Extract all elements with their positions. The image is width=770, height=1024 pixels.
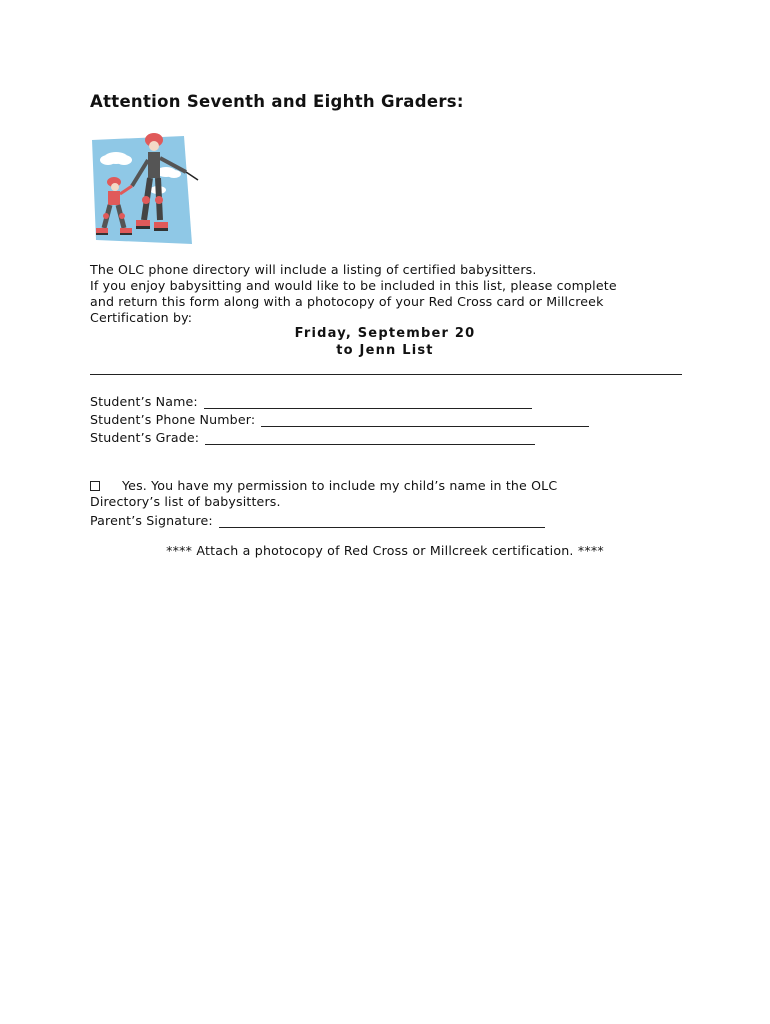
intro-paragraph [90,262,690,326]
permission-block [90,478,650,510]
student-phone-field[interactable] [261,412,589,427]
parent-signature-field[interactable] [219,513,545,528]
intro-line: Certification by: [90,310,193,325]
permission-text-continued: Directory’s list of babysitters. [90,494,281,509]
parent-signature-row [90,513,545,528]
roller-skating-illustration [88,128,204,248]
intro-line: and return this form along with a photocopy of your Red Cross card or Millcreek [90,294,604,309]
student-grade-field[interactable] [205,430,535,445]
intro-line: If you enjoy babysitting and would like to be included in this list, please complete [90,278,617,293]
deadline-block [90,325,680,359]
checkbox-icon[interactable] [90,481,100,491]
deadline-recipient: to Jenn List [336,343,434,358]
student-name-field[interactable] [204,394,532,409]
permission-text: Yes. You have my permission to include my child’s name in the OLC [122,478,558,493]
page-title: Attention Seventh and Eighth Graders: [90,92,464,111]
parent-signature-label: Parent’s Signature: [90,513,213,528]
intro-line: The OLC phone directory will include a listing of certified babysitters. [90,262,537,277]
student-grade-row [90,430,535,445]
student-name-label: Student’s Name: [90,394,198,409]
student-phone-row [90,412,589,427]
section-divider [90,374,682,375]
student-name-row [90,394,532,409]
student-phone-label: Student’s Phone Number: [90,412,256,427]
student-grade-label: Student’s Grade: [90,430,200,445]
deadline-date: Friday, September 20 [294,326,476,341]
certification-note: **** Attach a photocopy of Red Cross or Millcreek certification. **** [166,543,604,558]
